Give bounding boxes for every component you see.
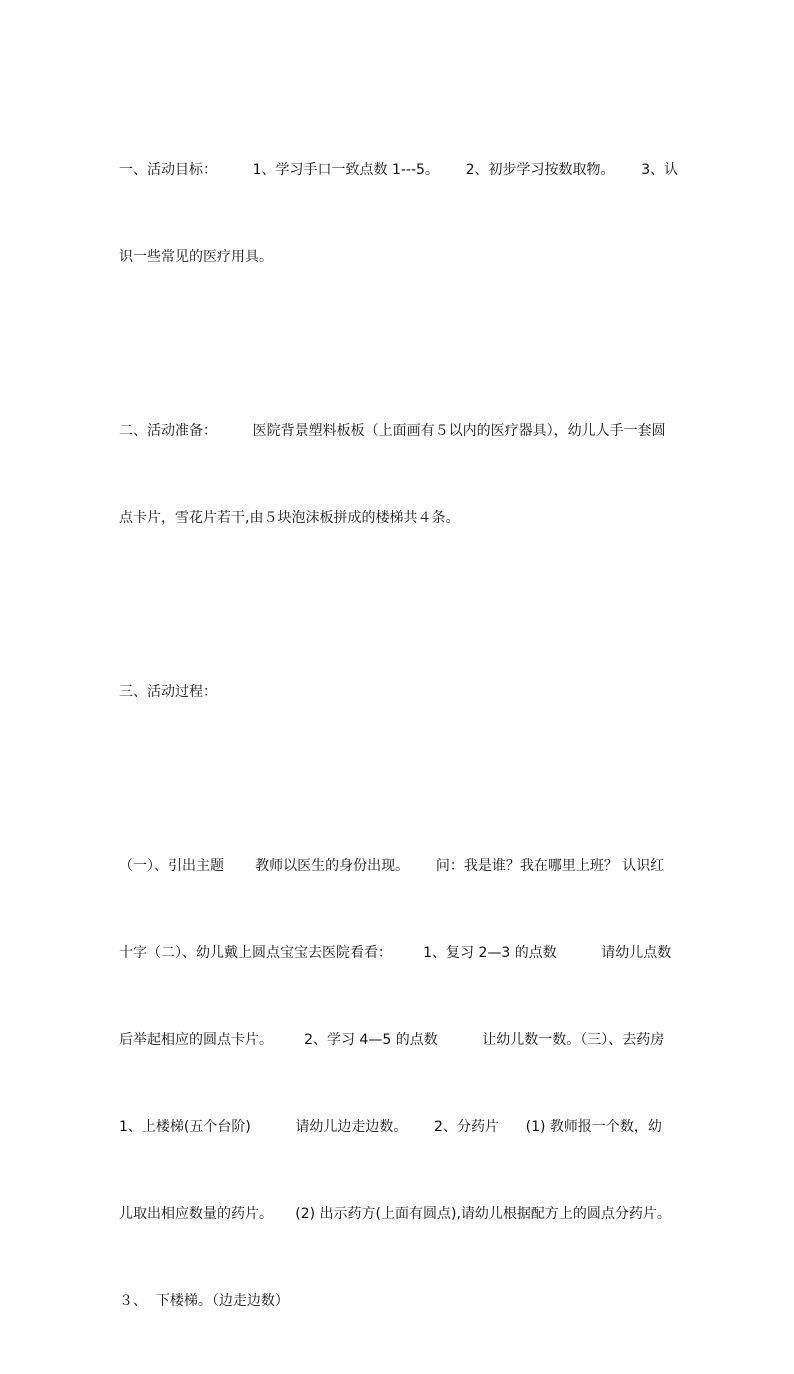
section-goals <box>119 98 681 330</box>
section-preparation <box>119 359 681 591</box>
document-page <box>119 98 681 1374</box>
preparation-line-2: 点卡片，雪花片若干,由５块泡沫板拼成的楼梯共４条。 <box>119 510 460 526</box>
process-line-6: ３、 下楼梯。（边走边数） <box>119 1293 289 1309</box>
process-heading-line: 三、活动过程： <box>119 684 217 700</box>
process-line-5: 儿取出相应数量的药片。 (2) 出示药方(上面有圆点),请幼儿根据配方上的圆点分药片。 <box>119 1206 671 1222</box>
process-line-1: （一）、引出主题 教师以医生的身份出现。 问：我是谁？我在哪里上班？ 认识红 <box>119 858 665 874</box>
section-process-heading <box>119 620 681 765</box>
goals-line-1: 一、活动目标： 1、学习手口一致点数 1---5。 2、初步学习按数取物。 3、认 <box>119 162 679 178</box>
section-process <box>119 794 681 1374</box>
process-line-4: 1、上楼梯(五个台阶) 请幼儿边走边数。 2、分药片 (1) 教师报一个数，幼 <box>119 1119 662 1135</box>
process-line-2: 十字（二）、幼儿戴上圆点宝宝去医院看看： 1、复习 2—3 的点数 请幼儿点数 <box>119 945 672 961</box>
preparation-line-1: 二、活动准备： 医院背景塑料板板（上面画有５以内的医疗器具），幼儿人手一套圆 <box>119 423 666 439</box>
goals-line-2: 识一些常见的医疗用具。 <box>119 249 273 265</box>
process-line-3: 后举起相应的圆点卡片。 2、学习 4—5 的点数 让幼儿数一数。（三）、去药房 <box>119 1032 665 1048</box>
